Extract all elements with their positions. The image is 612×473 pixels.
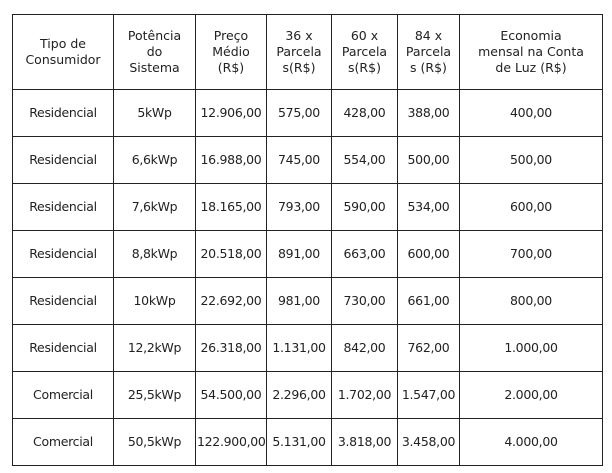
cell-preco: 20.518,00 <box>196 231 267 278</box>
cell-36x: 745,00 <box>267 137 332 184</box>
price-table <box>12 14 603 466</box>
header-potencia-sistema: Potência do Sistema <box>114 15 196 90</box>
cell-36x: 575,00 <box>267 90 332 137</box>
cell-tipo: Residencial <box>13 278 114 325</box>
cell-economia: 500,00 <box>460 137 603 184</box>
table-row <box>13 231 603 278</box>
cell-60x: 663,00 <box>332 231 398 278</box>
table-header <box>13 15 603 90</box>
cell-preco: 54.500,00 <box>196 372 267 419</box>
cell-potencia: 5kWp <box>114 90 196 137</box>
header-row <box>13 15 603 90</box>
cell-84x: 500,00 <box>398 137 460 184</box>
cell-economia: 700,00 <box>460 231 603 278</box>
cell-preco: 122.900,00 <box>196 419 267 466</box>
cell-36x: 981,00 <box>267 278 332 325</box>
cell-economia: 600,00 <box>460 184 603 231</box>
table-row <box>13 372 603 419</box>
cell-potencia: 6,6kWp <box>114 137 196 184</box>
table-container <box>12 14 603 466</box>
cell-potencia: 25,5kWp <box>114 372 196 419</box>
cell-economia: 800,00 <box>460 278 603 325</box>
cell-60x: 1.702,00 <box>332 372 398 419</box>
table-row <box>13 325 603 372</box>
cell-tipo: Residencial <box>13 325 114 372</box>
cell-60x: 590,00 <box>332 184 398 231</box>
cell-potencia: 50,5kWp <box>114 419 196 466</box>
cell-84x: 661,00 <box>398 278 460 325</box>
cell-36x: 891,00 <box>267 231 332 278</box>
cell-84x: 1.547,00 <box>398 372 460 419</box>
header-preco-medio: Preço Médio (R$) <box>196 15 267 90</box>
cell-economia: 2.000,00 <box>460 372 603 419</box>
cell-60x: 3.818,00 <box>332 419 398 466</box>
cell-60x: 730,00 <box>332 278 398 325</box>
cell-tipo: Residencial <box>13 137 114 184</box>
cell-potencia: 7,6kWp <box>114 184 196 231</box>
header-60-parcelas: 60 x Parcela s(R$) <box>332 15 398 90</box>
cell-economia: 1.000,00 <box>460 325 603 372</box>
cell-36x: 793,00 <box>267 184 332 231</box>
cell-tipo: Residencial <box>13 90 114 137</box>
cell-tipo: Comercial <box>13 372 114 419</box>
table-row <box>13 419 603 466</box>
table-row <box>13 137 603 184</box>
table-row <box>13 184 603 231</box>
cell-economia: 4.000,00 <box>460 419 603 466</box>
cell-potencia: 8,8kWp <box>114 231 196 278</box>
header-36-parcelas: 36 x Parcela s(R$) <box>267 15 332 90</box>
cell-preco: 16.988,00 <box>196 137 267 184</box>
cell-84x: 600,00 <box>398 231 460 278</box>
cell-preco: 22.692,00 <box>196 278 267 325</box>
cell-60x: 428,00 <box>332 90 398 137</box>
cell-preco: 26.318,00 <box>196 325 267 372</box>
cell-economia: 400,00 <box>460 90 603 137</box>
table-row <box>13 278 603 325</box>
table-body <box>13 90 603 466</box>
cell-potencia: 10kWp <box>114 278 196 325</box>
cell-tipo: Residencial <box>13 184 114 231</box>
cell-preco: 18.165,00 <box>196 184 267 231</box>
header-84-parcelas: 84 x Parcela s (R$) <box>398 15 460 90</box>
header-economia-mensal: Economia mensal na Conta de Luz (R$) <box>460 15 603 90</box>
table-row <box>13 90 603 137</box>
cell-36x: 1.131,00 <box>267 325 332 372</box>
header-tipo-consumidor: Tipo de Consumidor <box>13 15 114 90</box>
cell-36x: 5.131,00 <box>267 419 332 466</box>
cell-60x: 554,00 <box>332 137 398 184</box>
cell-potencia: 12,2kWp <box>114 325 196 372</box>
cell-60x: 842,00 <box>332 325 398 372</box>
cell-tipo: Comercial <box>13 419 114 466</box>
cell-84x: 3.458,00 <box>398 419 460 466</box>
cell-36x: 2.296,00 <box>267 372 332 419</box>
cell-preco: 12.906,00 <box>196 90 267 137</box>
cell-84x: 388,00 <box>398 90 460 137</box>
cell-84x: 762,00 <box>398 325 460 372</box>
cell-84x: 534,00 <box>398 184 460 231</box>
cell-tipo: Residencial <box>13 231 114 278</box>
